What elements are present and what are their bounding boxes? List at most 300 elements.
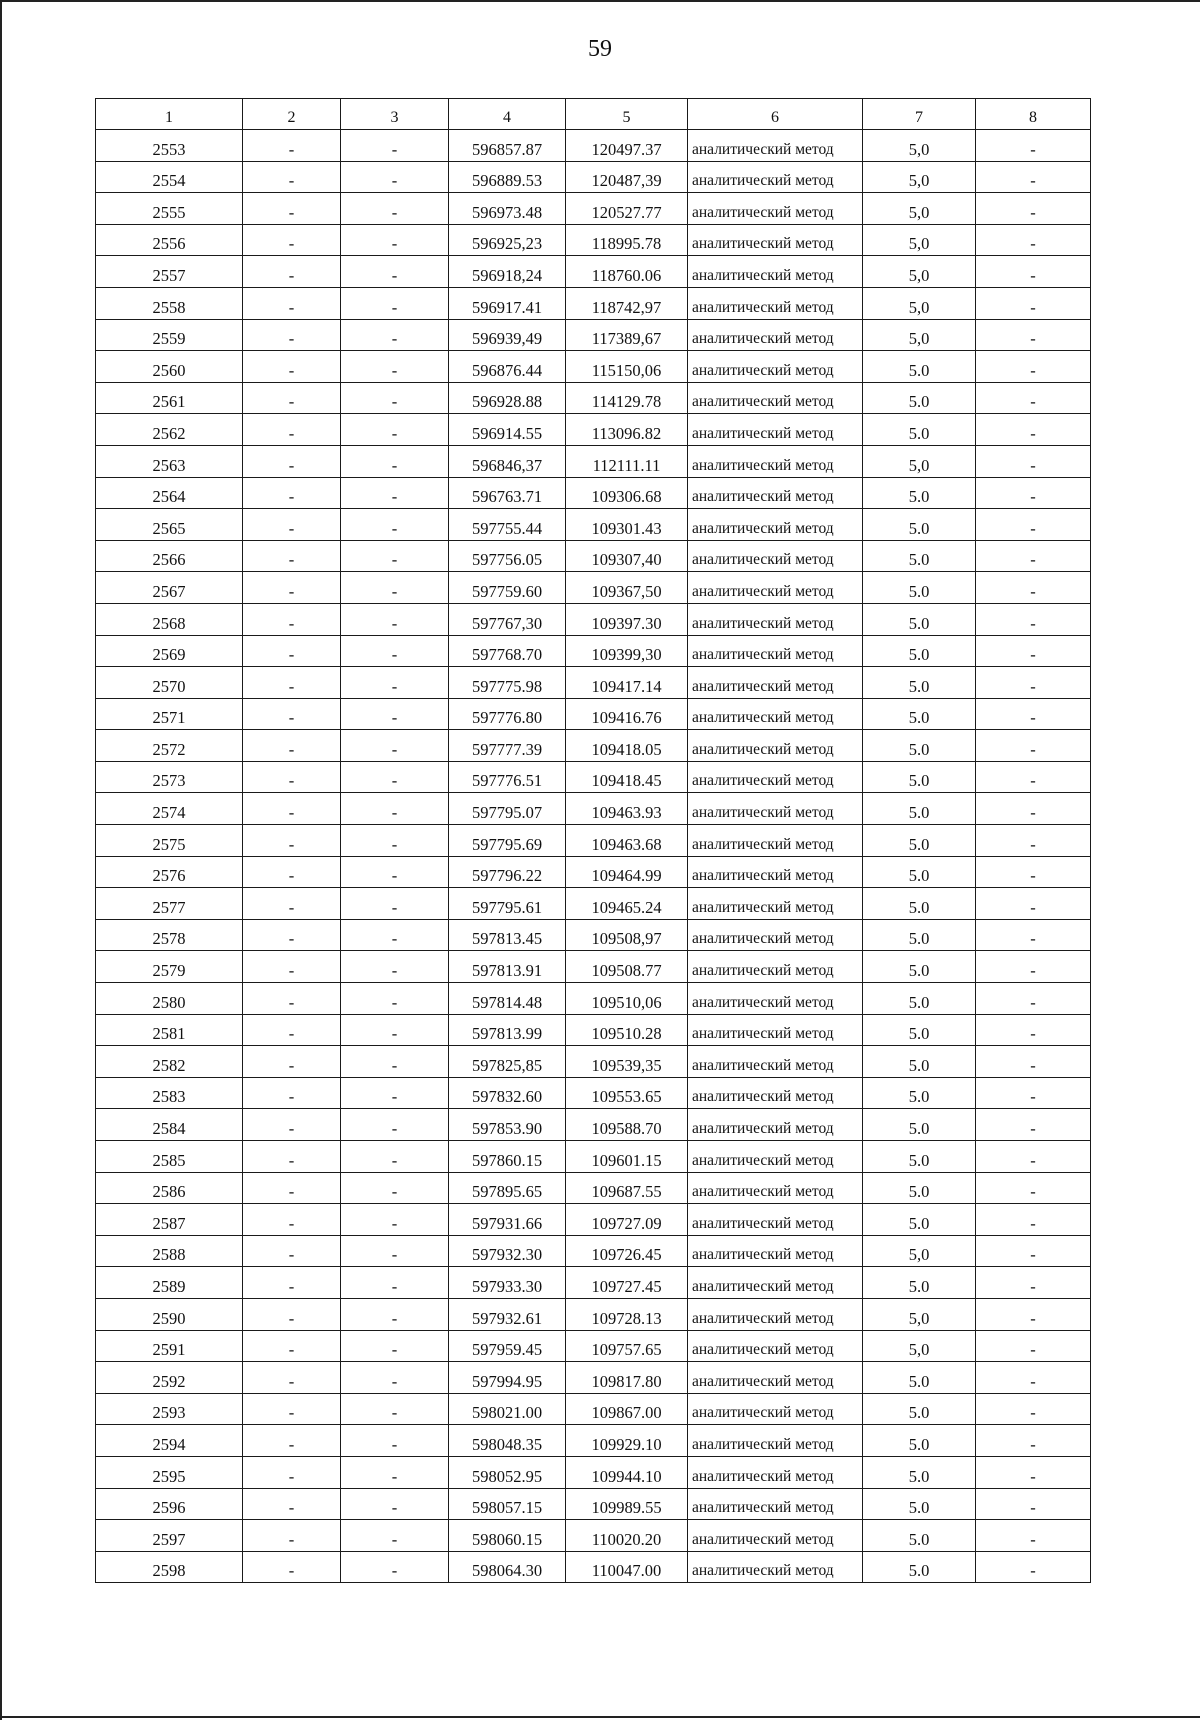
page-number: 59 [588,36,612,62]
x-coordinate-cell: 598021.00 [449,1393,566,1425]
row-number-cell: 2593 [96,1393,243,1425]
row-number-cell: 2591 [96,1330,243,1362]
row-number-cell: 2588 [96,1235,243,1267]
col8-cell: - [976,603,1091,635]
col3-cell: - [341,1141,449,1173]
column-header: 3 [341,99,449,130]
col2-cell: - [243,382,341,414]
col8-cell: - [976,761,1091,793]
row-number-cell: 2559 [96,319,243,351]
column-header: 2 [243,99,341,130]
row-number-cell: 2587 [96,1204,243,1236]
table-row [96,1330,1091,1362]
accuracy-cell: 5.0 [863,888,976,920]
x-coordinate-cell: 597932.30 [449,1235,566,1267]
table-row [96,1551,1091,1583]
y-coordinate-cell: 118742,97 [566,287,688,319]
col3-cell: - [341,445,449,477]
col3-cell: - [341,1488,449,1520]
accuracy-cell: 5,0 [863,130,976,162]
column-header: 1 [96,99,243,130]
y-coordinate-cell: 120527.77 [566,193,688,225]
col8-cell: - [976,224,1091,256]
table-row [96,1425,1091,1457]
table-row [96,1456,1091,1488]
row-number-cell: 2576 [96,856,243,888]
col3-cell: - [341,414,449,446]
y-coordinate-cell: 109416.76 [566,698,688,730]
col2-cell: - [243,540,341,572]
col8-cell: - [976,793,1091,825]
row-number-cell: 2571 [96,698,243,730]
accuracy-cell: 5.0 [863,382,976,414]
table-row [96,445,1091,477]
row-number-cell: 2572 [96,730,243,762]
col2-cell: - [243,161,341,193]
table-row [96,256,1091,288]
table-row [96,572,1091,604]
row-number-cell: 2598 [96,1551,243,1583]
x-coordinate-cell: 597832.60 [449,1077,566,1109]
accuracy-cell: 5.0 [863,1393,976,1425]
method-cell: аналитический метод [688,1077,863,1109]
accuracy-cell: 5.0 [863,1425,976,1457]
method-cell: аналитический метод [688,1456,863,1488]
x-coordinate-cell: 597759.60 [449,572,566,604]
method-cell: аналитический метод [688,951,863,983]
col2-cell: - [243,951,341,983]
row-number-cell: 2579 [96,951,243,983]
row-number-cell: 2563 [96,445,243,477]
row-number-cell: 2574 [96,793,243,825]
y-coordinate-cell: 109301.43 [566,509,688,541]
y-coordinate-cell: 117389,67 [566,319,688,351]
col3-cell: - [341,1235,449,1267]
col3-cell: - [341,161,449,193]
col3-cell: - [341,1046,449,1078]
table-row [96,1393,1091,1425]
accuracy-cell: 5.0 [863,477,976,509]
table-row [96,730,1091,762]
col3-cell: - [341,1172,449,1204]
page-border-top [0,0,1200,2]
accuracy-cell: 5,0 [863,287,976,319]
col3-cell: - [341,1393,449,1425]
col2-cell: - [243,698,341,730]
col3-cell: - [341,224,449,256]
row-number-cell: 2569 [96,635,243,667]
col8-cell: - [976,1520,1091,1552]
y-coordinate-cell: 109687.55 [566,1172,688,1204]
accuracy-cell: 5.0 [863,1172,976,1204]
col2-cell: - [243,761,341,793]
y-coordinate-cell: 109508.77 [566,951,688,983]
table-row [96,825,1091,857]
y-coordinate-cell: 120497.37 [566,130,688,162]
method-cell: аналитический метод [688,1014,863,1046]
x-coordinate-cell: 597853.90 [449,1109,566,1141]
accuracy-cell: 5.0 [863,1046,976,1078]
col3-cell: - [341,1520,449,1552]
method-cell: аналитический метод [688,1298,863,1330]
col8-cell: - [976,856,1091,888]
x-coordinate-cell: 597776.80 [449,698,566,730]
col3-cell: - [341,572,449,604]
x-coordinate-cell: 598064.30 [449,1551,566,1583]
col8-cell: - [976,1330,1091,1362]
col2-cell: - [243,983,341,1015]
table-row [96,1362,1091,1394]
row-number-cell: 2578 [96,919,243,951]
col2-cell: - [243,1204,341,1236]
method-cell: аналитический метод [688,1425,863,1457]
method-cell: аналитический метод [688,224,863,256]
page-border-bottom [0,1716,1200,1718]
row-number-cell: 2567 [96,572,243,604]
col2-cell: - [243,1109,341,1141]
method-cell: аналитический метод [688,161,863,193]
table-row [96,540,1091,572]
table-row [96,130,1091,162]
col8-cell: - [976,1014,1091,1046]
y-coordinate-cell: 109399,30 [566,635,688,667]
col2-cell: - [243,1393,341,1425]
row-number-cell: 2553 [96,130,243,162]
col2-cell: - [243,572,341,604]
y-coordinate-cell: 109728.13 [566,1298,688,1330]
x-coordinate-cell: 596917.41 [449,287,566,319]
col3-cell: - [341,351,449,383]
col3-cell: - [341,1330,449,1362]
accuracy-cell: 5,0 [863,319,976,351]
y-coordinate-cell: 120487,39 [566,161,688,193]
col3-cell: - [341,319,449,351]
y-coordinate-cell: 109510.28 [566,1014,688,1046]
row-number-cell: 2568 [96,603,243,635]
row-number-cell: 2582 [96,1046,243,1078]
y-coordinate-cell: 109307,40 [566,540,688,572]
method-cell: аналитический метод [688,1330,863,1362]
y-coordinate-cell: 109508,97 [566,919,688,951]
x-coordinate-cell: 597994.95 [449,1362,566,1394]
row-number-cell: 2589 [96,1267,243,1299]
col3-cell: - [341,477,449,509]
x-coordinate-cell: 596846,37 [449,445,566,477]
x-coordinate-cell: 597959.45 [449,1330,566,1362]
y-coordinate-cell: 109465.24 [566,888,688,920]
table-row [96,761,1091,793]
accuracy-cell: 5,0 [863,256,976,288]
y-coordinate-cell: 109727.09 [566,1204,688,1236]
col2-cell: - [243,445,341,477]
y-coordinate-cell: 109588.70 [566,1109,688,1141]
col8-cell: - [976,667,1091,699]
col2-cell: - [243,1172,341,1204]
method-cell: аналитический метод [688,1109,863,1141]
col2-cell: - [243,1267,341,1299]
column-header: 6 [688,99,863,130]
table-row [96,856,1091,888]
col2-cell: - [243,1362,341,1394]
row-number-cell: 2562 [96,414,243,446]
x-coordinate-cell: 596889.53 [449,161,566,193]
table-row [96,983,1091,1015]
y-coordinate-cell: 114129.78 [566,382,688,414]
row-number-cell: 2573 [96,761,243,793]
y-coordinate-cell: 109553.65 [566,1077,688,1109]
table-row [96,1204,1091,1236]
col8-cell: - [976,635,1091,667]
method-cell: аналитический метод [688,1551,863,1583]
y-coordinate-cell: 109929.10 [566,1425,688,1457]
x-coordinate-cell: 598048.35 [449,1425,566,1457]
col8-cell: - [976,287,1091,319]
col8-cell: - [976,1267,1091,1299]
y-coordinate-cell: 109867.00 [566,1393,688,1425]
accuracy-cell: 5,0 [863,193,976,225]
row-number-cell: 2557 [96,256,243,288]
accuracy-cell: 5.0 [863,730,976,762]
x-coordinate-cell: 596763.71 [449,477,566,509]
table-row [96,793,1091,825]
col8-cell: - [976,1109,1091,1141]
row-number-cell: 2570 [96,667,243,699]
accuracy-cell: 5.0 [863,698,976,730]
table-row [96,287,1091,319]
accuracy-cell: 5.0 [863,1204,976,1236]
accuracy-cell: 5.0 [863,635,976,667]
col3-cell: - [341,1362,449,1394]
x-coordinate-cell: 596857.87 [449,130,566,162]
y-coordinate-cell: 118995.78 [566,224,688,256]
method-cell: аналитический метод [688,572,863,604]
row-number-cell: 2555 [96,193,243,225]
col2-cell: - [243,1488,341,1520]
table-row [96,1014,1091,1046]
row-number-cell: 2575 [96,825,243,857]
col3-cell: - [341,509,449,541]
table-row [96,635,1091,667]
x-coordinate-cell: 596876.44 [449,351,566,383]
col2-cell: - [243,351,341,383]
accuracy-cell: 5.0 [863,509,976,541]
col8-cell: - [976,161,1091,193]
row-number-cell: 2558 [96,287,243,319]
x-coordinate-cell: 597796.22 [449,856,566,888]
accuracy-cell: 5.0 [863,983,976,1015]
column-header: 4 [449,99,566,130]
col8-cell: - [976,477,1091,509]
x-coordinate-cell: 597795.61 [449,888,566,920]
y-coordinate-cell: 112111.11 [566,445,688,477]
col2-cell: - [243,1551,341,1583]
y-coordinate-cell: 110047.00 [566,1551,688,1583]
col3-cell: - [341,256,449,288]
col8-cell: - [976,730,1091,762]
col8-cell: - [976,445,1091,477]
col8-cell: - [976,1456,1091,1488]
col3-cell: - [341,983,449,1015]
method-cell: аналитический метод [688,603,863,635]
col3-cell: - [341,730,449,762]
row-number-cell: 2592 [96,1362,243,1394]
col8-cell: - [976,1141,1091,1173]
col2-cell: - [243,224,341,256]
x-coordinate-cell: 597931.66 [449,1204,566,1236]
col3-cell: - [341,1298,449,1330]
x-coordinate-cell: 597755.44 [449,509,566,541]
row-number-cell: 2583 [96,1077,243,1109]
col8-cell: - [976,825,1091,857]
table-row [96,1077,1091,1109]
method-cell: аналитический метод [688,730,863,762]
page-border-left [0,0,2,1720]
table-row [96,667,1091,699]
col8-cell: - [976,351,1091,383]
method-cell: аналитический метод [688,983,863,1015]
accuracy-cell: 5.0 [863,919,976,951]
accuracy-cell: 5.0 [863,1520,976,1552]
col8-cell: - [976,919,1091,951]
table-row [96,1046,1091,1078]
col2-cell: - [243,1425,341,1457]
method-cell: аналитический метод [688,351,863,383]
col2-cell: - [243,477,341,509]
method-cell: аналитический метод [688,825,863,857]
accuracy-cell: 5.0 [863,761,976,793]
x-coordinate-cell: 597777.39 [449,730,566,762]
col2-cell: - [243,919,341,951]
method-cell: аналитический метод [688,793,863,825]
col2-cell: - [243,1077,341,1109]
y-coordinate-cell: 109757.65 [566,1330,688,1362]
col2-cell: - [243,193,341,225]
col3-cell: - [341,1456,449,1488]
method-cell: аналитический метод [688,919,863,951]
x-coordinate-cell: 597814.48 [449,983,566,1015]
col2-cell: - [243,1235,341,1267]
method-cell: аналитический метод [688,382,863,414]
col2-cell: - [243,1520,341,1552]
table-row [96,224,1091,256]
y-coordinate-cell: 109726.45 [566,1235,688,1267]
y-coordinate-cell: 109306.68 [566,477,688,509]
x-coordinate-cell: 597776.51 [449,761,566,793]
col3-cell: - [341,1109,449,1141]
col2-cell: - [243,287,341,319]
accuracy-cell: 5.0 [863,1267,976,1299]
y-coordinate-cell: 109727.45 [566,1267,688,1299]
accuracy-cell: 5.0 [863,667,976,699]
method-cell: аналитический метод [688,667,863,699]
method-cell: аналитический метод [688,287,863,319]
y-coordinate-cell: 109367,50 [566,572,688,604]
method-cell: аналитический метод [688,1267,863,1299]
accuracy-cell: 5.0 [863,856,976,888]
accuracy-cell: 5,0 [863,1298,976,1330]
col3-cell: - [341,635,449,667]
table-row [96,1109,1091,1141]
table-row [96,919,1091,951]
col2-cell: - [243,414,341,446]
method-cell: аналитический метод [688,856,863,888]
table-row [96,319,1091,351]
col8-cell: - [976,1235,1091,1267]
col8-cell: - [976,1425,1091,1457]
row-number-cell: 2565 [96,509,243,541]
method-cell: аналитический метод [688,477,863,509]
table-row [96,509,1091,541]
y-coordinate-cell: 115150,06 [566,351,688,383]
y-coordinate-cell: 113096.82 [566,414,688,446]
col8-cell: - [976,540,1091,572]
method-cell: аналитический метод [688,540,863,572]
column-header: 5 [566,99,688,130]
col8-cell: - [976,1204,1091,1236]
col8-cell: - [976,1488,1091,1520]
x-coordinate-cell: 597813.45 [449,919,566,951]
col8-cell: - [976,1046,1091,1078]
col3-cell: - [341,382,449,414]
col2-cell: - [243,856,341,888]
column-header: 7 [863,99,976,130]
col3-cell: - [341,1204,449,1236]
y-coordinate-cell: 109944.10 [566,1456,688,1488]
method-cell: аналитический метод [688,1141,863,1173]
col2-cell: - [243,888,341,920]
col2-cell: - [243,1046,341,1078]
method-cell: аналитический метод [688,1520,863,1552]
col3-cell: - [341,1077,449,1109]
col2-cell: - [243,730,341,762]
accuracy-cell: 5.0 [863,1109,976,1141]
col2-cell: - [243,1456,341,1488]
y-coordinate-cell: 109817.80 [566,1362,688,1394]
row-number-cell: 2566 [96,540,243,572]
y-coordinate-cell: 109463.68 [566,825,688,857]
row-number-cell: 2554 [96,161,243,193]
y-coordinate-cell: 109397.30 [566,603,688,635]
col3-cell: - [341,193,449,225]
x-coordinate-cell: 597795.07 [449,793,566,825]
col3-cell: - [341,919,449,951]
x-coordinate-cell: 596918,24 [449,256,566,288]
x-coordinate-cell: 597775.98 [449,667,566,699]
table-row [96,698,1091,730]
x-coordinate-cell: 596928.88 [449,382,566,414]
col8-cell: - [976,1172,1091,1204]
col8-cell: - [976,414,1091,446]
accuracy-cell: 5.0 [863,1488,976,1520]
accuracy-cell: 5.0 [863,572,976,604]
method-cell: аналитический метод [688,635,863,667]
x-coordinate-cell: 597825,85 [449,1046,566,1078]
col2-cell: - [243,825,341,857]
table-row [96,951,1091,983]
col2-cell: - [243,1014,341,1046]
col2-cell: - [243,130,341,162]
x-coordinate-cell: 597860.15 [449,1141,566,1173]
y-coordinate-cell: 109510,06 [566,983,688,1015]
accuracy-cell: 5,0 [863,1330,976,1362]
column-header: 8 [976,99,1091,130]
col2-cell: - [243,319,341,351]
col2-cell: - [243,793,341,825]
row-number-cell: 2561 [96,382,243,414]
method-cell: аналитический метод [688,256,863,288]
x-coordinate-cell: 596914.55 [449,414,566,446]
x-coordinate-cell: 597795.69 [449,825,566,857]
